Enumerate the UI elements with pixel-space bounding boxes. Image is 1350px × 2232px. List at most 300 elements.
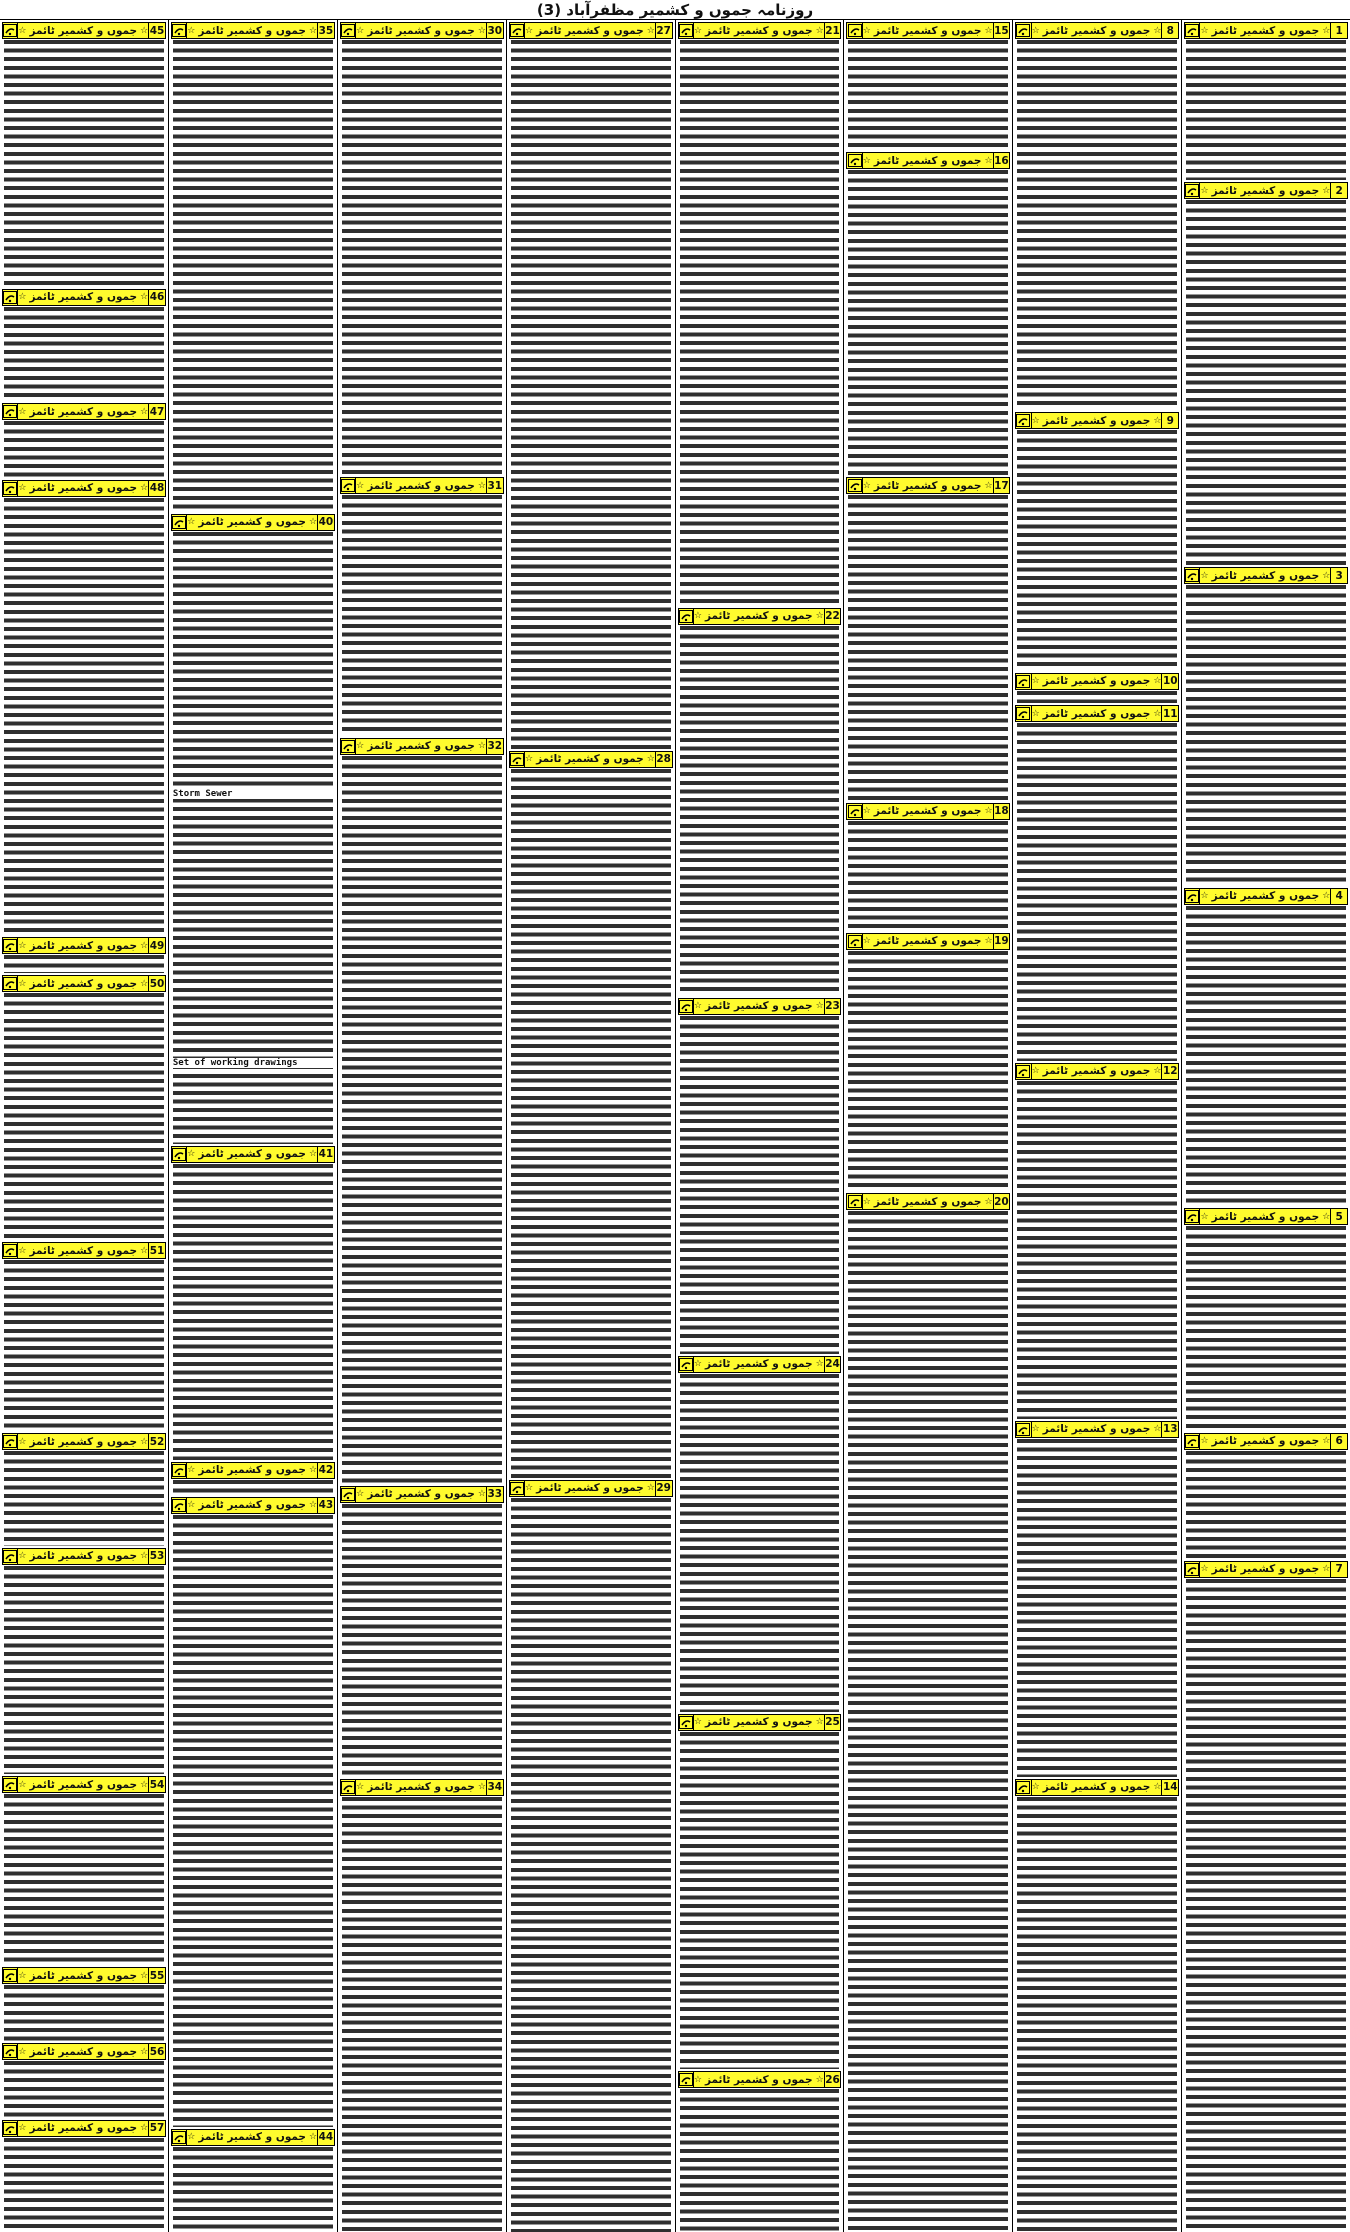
news-item-header <box>1184 1561 1348 1578</box>
news-item-body <box>844 170 1012 475</box>
news-item-kicker-text: جموں و کشمیر ٹائمز <box>704 610 813 623</box>
star-icon: ☆ <box>1031 676 1040 687</box>
newspaper-logo-icon <box>847 934 862 949</box>
newspaper-logo-icon <box>341 739 356 754</box>
news-item-body <box>676 1016 844 1354</box>
news-item-header <box>171 514 335 531</box>
star-icon: ☆ <box>1200 891 1209 902</box>
newspaper-logo-icon <box>3 1549 18 1564</box>
news-item-kicker <box>1032 23 1162 38</box>
newspaper-logo-icon <box>1185 889 1200 904</box>
news-item-body <box>0 1985 168 2041</box>
star-icon: ☆ <box>646 754 655 765</box>
star-icon: ☆ <box>187 1500 196 1511</box>
news-item <box>1182 20 1350 180</box>
news-item <box>0 478 168 936</box>
news-item-number: 32 <box>487 740 503 753</box>
star-icon: ☆ <box>1322 570 1331 581</box>
news-item-header <box>846 933 1010 950</box>
star-icon: ☆ <box>140 1970 149 1981</box>
news-item-body <box>507 769 675 1478</box>
news-column <box>1181 20 1350 2232</box>
news-item-kicker <box>18 481 148 496</box>
star-icon: ☆ <box>1153 676 1162 687</box>
newspaper-logo-icon <box>3 481 18 496</box>
news-column <box>0 20 168 2232</box>
news-item-body <box>844 951 1012 1191</box>
news-item-kicker-text: جموں و کشمیر ٹائمز <box>198 2131 307 2144</box>
news-item-number: 56 <box>149 2045 165 2058</box>
star-icon: ☆ <box>356 25 365 36</box>
news-item-body <box>844 495 1012 800</box>
news-item-kicker-text: جموں و کشمیر ٹائمز <box>1042 1423 1151 1436</box>
star-icon: ☆ <box>309 517 318 528</box>
star-icon: ☆ <box>524 1483 534 1494</box>
star-icon: ☆ <box>862 25 871 36</box>
news-item <box>1013 1777 1181 2232</box>
newspaper-logo-icon <box>1185 183 1200 198</box>
news-item <box>0 973 168 1240</box>
news-item-number: 14 <box>1162 1781 1178 1794</box>
news-item-kicker-text: جموں و کشمیر ٹائمز <box>29 1550 138 1563</box>
news-item-body <box>338 1797 506 2232</box>
news-item-body <box>1182 200 1350 565</box>
star-icon: ☆ <box>187 517 196 528</box>
news-item-number: 40 <box>318 516 334 529</box>
news-item <box>844 475 1012 800</box>
news-item-header <box>2 2120 166 2137</box>
star-icon: ☆ <box>1322 1211 1331 1222</box>
star-icon: ☆ <box>693 611 702 622</box>
news-item-number: 54 <box>149 1778 165 1791</box>
news-item-number: 15 <box>994 24 1009 37</box>
star-icon: ☆ <box>1322 1564 1331 1575</box>
news-item-kicker-text: جموں و کشمیر ٹائمز <box>29 977 138 990</box>
news-item-kicker-text: جموں و کشمیر ٹائمز <box>873 935 982 948</box>
news-item-kicker-text: جموں و کشمیر ٹائمز <box>1211 1210 1320 1223</box>
news-item-kicker-text: جموں و کشمیر ٹائمز <box>1042 1065 1151 1078</box>
news-item-number: 24 <box>825 1358 840 1371</box>
news-item-kicker <box>863 153 993 168</box>
star-icon: ☆ <box>18 292 27 303</box>
news-item-kicker-text: جموں و کشمیر ٹائمز <box>29 1244 138 1257</box>
news-item-kicker <box>863 23 993 38</box>
news-item-kicker <box>1032 1422 1162 1437</box>
news-item-body <box>0 1794 168 1965</box>
news-item-number: 20 <box>994 1195 1009 1208</box>
news-item-kicker-text: جموں و کشمیر ٹائمز <box>704 1358 813 1371</box>
newspaper-logo-icon <box>1185 1562 1200 1577</box>
news-item-kicker-text: جموں و کشمیر ٹائمز <box>1042 707 1151 720</box>
news-item <box>0 1431 168 1545</box>
news-item-body <box>1182 1226 1350 1430</box>
news-item-header <box>2 289 166 306</box>
news-item-kicker <box>187 1498 317 1513</box>
news-item-body <box>1013 40 1181 410</box>
news-item-kicker-text: جموں و کشمیر ٹائمز <box>29 1435 138 1448</box>
news-item-header <box>1015 1063 1179 1080</box>
star-icon: ☆ <box>1153 415 1162 426</box>
news-item-kicker <box>18 1434 148 1449</box>
news-item-header <box>2 480 166 497</box>
news-item-body <box>0 1566 168 1775</box>
star-icon: ☆ <box>18 1436 27 1447</box>
news-item-header <box>171 2129 335 2146</box>
news-item-kicker-text: جموں و کشمیر ٹائمز <box>536 24 644 37</box>
news-item <box>0 1774 168 1965</box>
news-item <box>338 1777 506 2232</box>
news-item <box>169 1495 337 2127</box>
news-item <box>507 749 675 1478</box>
news-item-header <box>1015 412 1179 429</box>
star-icon: ☆ <box>18 483 27 494</box>
news-item-kicker <box>18 938 148 953</box>
newspaper-logo-icon <box>1185 23 1200 38</box>
star-icon: ☆ <box>984 25 993 36</box>
news-item-kicker <box>187 1147 317 1162</box>
star-icon: ☆ <box>18 2046 27 2057</box>
newspaper-logo-icon <box>679 1715 694 1730</box>
star-icon: ☆ <box>524 25 534 36</box>
star-icon: ☆ <box>1031 708 1040 719</box>
news-item-kicker-text: جموں و کشمیر ٹائمز <box>1211 890 1320 903</box>
star-icon: ☆ <box>984 936 993 947</box>
news-item-kicker-text: جموں و کشمیر ٹائمز <box>1211 569 1320 582</box>
news-item-body <box>0 421 168 477</box>
news-item <box>0 20 168 287</box>
news-item <box>676 1712 844 2070</box>
star-icon: ☆ <box>1031 415 1040 426</box>
star-icon: ☆ <box>477 1489 486 1500</box>
newspaper-logo-icon <box>679 609 694 624</box>
newspaper-logo-icon <box>3 1434 18 1449</box>
star-icon: ☆ <box>18 2123 27 2134</box>
star-icon: ☆ <box>862 1196 871 1207</box>
star-icon: ☆ <box>1200 185 1209 196</box>
star-icon: ☆ <box>309 2132 318 2143</box>
news-item <box>1182 886 1350 1207</box>
news-item-kicker <box>525 23 655 38</box>
news-item-number: 55 <box>149 1969 165 1982</box>
star-icon: ☆ <box>1322 1436 1331 1447</box>
star-icon: ☆ <box>1322 25 1331 36</box>
news-item-kicker-text: جموں و کشمیر ٹائمز <box>198 1148 307 1161</box>
news-item-kicker-text: جموں و کشمیر ٹائمز <box>1042 1781 1151 1794</box>
news-item <box>0 401 168 477</box>
news-item-body <box>0 498 168 936</box>
news-item <box>676 2069 844 2232</box>
star-icon: ☆ <box>1031 1424 1040 1435</box>
newspaper-logo-icon <box>3 1777 18 1792</box>
newspaper-logo-icon <box>847 804 862 819</box>
news-item <box>169 1460 337 1495</box>
news-item-kicker-text: جموں و کشمیر ٹائمز <box>873 1195 982 1208</box>
news-item <box>844 1191 1012 2232</box>
news-item-kicker <box>694 23 824 38</box>
newspaper-logo-icon <box>1016 1422 1031 1437</box>
news-item <box>1013 20 1181 410</box>
newspaper-logo-icon <box>3 290 18 305</box>
news-item-number: 42 <box>318 1464 334 1477</box>
star-icon: ☆ <box>1200 1564 1209 1575</box>
news-item-kicker <box>1032 706 1162 721</box>
news-item-number: 5 <box>1330 1209 1347 1224</box>
news-item-kicker <box>18 404 148 419</box>
newspaper-logo-icon <box>510 23 525 38</box>
news-item-body <box>338 1504 506 1777</box>
news-item-kicker <box>863 934 993 949</box>
news-item-header <box>1184 888 1348 905</box>
news-item-kicker-text: جموں و کشمیر ٹائمز <box>198 24 307 37</box>
news-item-body <box>844 1211 1012 2232</box>
star-icon: ☆ <box>1031 1782 1040 1793</box>
news-item-kicker <box>1032 413 1162 428</box>
newspaper-logo-icon <box>1016 1064 1031 1079</box>
news-item-body <box>1182 40 1350 180</box>
news-item-kicker-text: جموں و کشمیر ٹائمز <box>367 1781 475 1794</box>
news-item-body <box>0 1260 168 1431</box>
news-item-body <box>1182 1579 1350 2232</box>
star-icon: ☆ <box>140 25 149 36</box>
news-item-header <box>1184 1208 1348 1225</box>
star-icon: ☆ <box>309 1465 318 1476</box>
star-icon: ☆ <box>1200 570 1209 581</box>
news-item-header <box>2 2043 166 2060</box>
star-icon: ☆ <box>815 1717 824 1728</box>
star-icon: ☆ <box>1200 25 1209 36</box>
news-item-number: 30 <box>487 24 503 37</box>
news-item-kicker-text: جموں و کشمیر ٹائمز <box>1042 414 1151 427</box>
news-item-header <box>2 1548 166 1565</box>
star-icon: ☆ <box>140 483 149 494</box>
news-item-kicker-text: جموں و کشمیر ٹائمز <box>29 2122 138 2135</box>
news-item-header <box>846 22 1010 39</box>
newspaper-logo-icon <box>1185 1209 1200 1224</box>
star-icon: ☆ <box>140 406 149 417</box>
news-item-kicker <box>18 1243 148 1258</box>
news-item-kicker-text: جموں و کشمیر ٹائمز <box>873 24 982 37</box>
star-icon: ☆ <box>187 1149 196 1160</box>
star-icon: ☆ <box>18 1245 27 1256</box>
news-item <box>844 801 1012 931</box>
star-icon: ☆ <box>187 2132 196 2143</box>
news-item-header <box>678 608 842 625</box>
news-item-kicker <box>18 2044 148 2059</box>
news-item-kicker <box>356 23 486 38</box>
news-item-number: 16 <box>994 154 1009 167</box>
newspaper-logo-icon <box>3 1243 18 1258</box>
news-item-header <box>1184 182 1348 199</box>
star-icon: ☆ <box>693 1717 702 1728</box>
news-item-header <box>171 22 335 39</box>
news-item-number: 19 <box>994 935 1009 948</box>
news-item-body <box>169 1515 337 2127</box>
star-icon: ☆ <box>862 155 871 166</box>
newspaper-logo-icon <box>847 23 862 38</box>
news-item-number: 9 <box>1161 413 1178 428</box>
news-item-body <box>507 40 675 749</box>
star-icon: ☆ <box>356 1782 365 1793</box>
news-item-kicker-text: جموں و کشمیر ٹائمز <box>367 1488 475 1501</box>
newspaper-logo-icon <box>172 1147 187 1162</box>
star-icon: ☆ <box>1200 1211 1209 1222</box>
news-item <box>0 1965 168 2041</box>
news-item <box>338 475 506 735</box>
news-item <box>1182 180 1350 565</box>
news-item <box>0 2041 168 2117</box>
star-icon: ☆ <box>140 2123 149 2134</box>
news-item-number: 26 <box>825 2073 840 2086</box>
news-item <box>1182 565 1350 886</box>
star-icon: ☆ <box>18 25 27 36</box>
star-icon: ☆ <box>815 2074 824 2085</box>
news-item-kicker <box>18 2121 148 2136</box>
news-item-header <box>1015 22 1179 39</box>
news-item-body <box>676 626 844 996</box>
news-item-kicker <box>187 2130 317 2145</box>
star-icon: ☆ <box>140 292 149 303</box>
newspaper-logo-icon <box>341 23 356 38</box>
news-column <box>675 20 844 2232</box>
news-item <box>0 1546 168 1775</box>
news-item-kicker-text: جموں و کشمیر ٹائمز <box>29 482 138 495</box>
star-icon: ☆ <box>477 741 486 752</box>
news-item-header <box>1184 567 1348 584</box>
news-item-kicker-text: جموں و کشمیر ٹائمز <box>1211 184 1320 197</box>
star-icon: ☆ <box>187 25 196 36</box>
news-item-body <box>676 1732 844 2070</box>
news-item-kicker <box>694 2072 824 2087</box>
page-title-text: روزنامہ جموں و کشمیر مظفرآباد (3) <box>536 0 814 19</box>
news-item-kicker <box>694 999 824 1014</box>
news-item-kicker-text: جموں و کشمیر ٹائمز <box>367 24 475 37</box>
star-icon: ☆ <box>140 1245 149 1256</box>
star-icon: ☆ <box>815 611 824 622</box>
news-item <box>1013 703 1181 1061</box>
star-icon: ☆ <box>140 1436 149 1447</box>
star-icon: ☆ <box>1153 1782 1162 1793</box>
star-icon: ☆ <box>356 741 365 752</box>
news-item-body <box>169 1164 337 1460</box>
news-item-kicker-text: جموں و کشمیر ٹائمز <box>1042 675 1151 688</box>
news-item <box>844 150 1012 475</box>
news-item-body <box>844 821 1012 931</box>
news-item-kicker-text: جموں و کشمیر ٹائمز <box>29 291 138 304</box>
news-item-kicker <box>18 976 148 991</box>
news-item <box>169 512 337 1144</box>
newspaper-logo-icon <box>847 478 862 493</box>
star-icon: ☆ <box>18 1970 27 1981</box>
news-item-body <box>676 2089 844 2232</box>
star-icon: ☆ <box>309 1149 318 1160</box>
news-item-number: 48 <box>149 482 165 495</box>
news-column <box>843 20 1012 2232</box>
newspaper-logo-icon <box>3 23 18 38</box>
newspaper-logo-icon <box>1016 23 1031 38</box>
news-item-body <box>844 40 1012 150</box>
news-item-body <box>676 40 844 606</box>
news-item <box>338 1484 506 1777</box>
news-item-kicker <box>863 1194 993 1209</box>
news-item-number: 29 <box>656 1482 671 1495</box>
star-icon: ☆ <box>693 2074 702 2085</box>
star-icon: ☆ <box>18 940 27 951</box>
news-item-header <box>340 477 504 494</box>
news-item-body <box>0 40 168 287</box>
newspaper-logo-icon <box>1016 706 1031 721</box>
star-icon: ☆ <box>984 480 993 491</box>
news-item-kicker-text: جموں و کشمیر ٹائمز <box>198 1499 307 1512</box>
news-item-kicker <box>1200 1434 1330 1449</box>
news-item-body <box>0 1451 168 1545</box>
news-item-body <box>0 2061 168 2117</box>
inline-english-text: Storm Sewer <box>173 789 333 799</box>
news-item <box>0 1240 168 1431</box>
star-icon: ☆ <box>187 1465 196 1476</box>
newspaper-logo-icon <box>3 938 18 953</box>
newspaper-logo-icon <box>679 1357 694 1372</box>
news-item-number: 31 <box>487 479 503 492</box>
news-item-number: 34 <box>487 1781 503 1794</box>
news-item-header <box>1184 22 1348 39</box>
news-item-header <box>2 937 166 954</box>
news-item-kicker-text: جموں و کشمیر ٹائمز <box>198 1464 307 1477</box>
news-item-header <box>846 477 1010 494</box>
news-item-header <box>2 1242 166 1259</box>
newspaper-logo-icon <box>847 1194 862 1209</box>
news-item-number: 22 <box>825 610 840 623</box>
news-item <box>0 935 168 973</box>
news-item-number: 46 <box>149 291 165 304</box>
news-item-kicker <box>1200 889 1330 904</box>
news-item-body <box>0 2138 168 2232</box>
news-item-number: 49 <box>149 939 165 952</box>
news-item-kicker <box>1032 1064 1162 1079</box>
newspaper-logo-icon <box>1016 674 1031 689</box>
news-item <box>338 20 506 475</box>
news-item-number: 17 <box>994 479 1009 492</box>
news-item-kicker <box>356 1487 486 1502</box>
news-item-header <box>2 1967 166 1984</box>
news-item-header <box>171 1462 335 1479</box>
news-item-body <box>169 532 337 1144</box>
news-item-number: 27 <box>656 24 671 37</box>
news-item-body <box>1182 906 1350 1207</box>
news-item <box>0 287 168 401</box>
news-item-header <box>340 1779 504 1796</box>
news-item-number: 11 <box>1162 707 1178 720</box>
news-item-body <box>1013 723 1181 1061</box>
news-item-number: 3 <box>1330 568 1347 583</box>
news-item-kicker <box>356 478 486 493</box>
news-item-kicker-text: جموں و کشمیر ٹائمز <box>873 805 982 818</box>
news-item-kicker-text: جموں و کشمیر ٹائمز <box>873 154 982 167</box>
news-item <box>169 1144 337 1460</box>
star-icon: ☆ <box>140 1551 149 1562</box>
news-item-kicker-text: جموں و کشمیر ٹائمز <box>29 405 138 418</box>
news-item <box>0 2118 168 2232</box>
newspaper-logo-icon <box>172 1463 187 1478</box>
news-item <box>1013 671 1181 704</box>
news-item-number: 52 <box>149 1435 165 1448</box>
star-icon: ☆ <box>18 1779 27 1790</box>
news-columns <box>0 20 1350 2232</box>
news-item-number: 2 <box>1330 183 1347 198</box>
news-item-header <box>2 1433 166 1450</box>
news-item-body <box>338 756 506 1484</box>
news-item-kicker <box>863 804 993 819</box>
news-column <box>506 20 675 2232</box>
